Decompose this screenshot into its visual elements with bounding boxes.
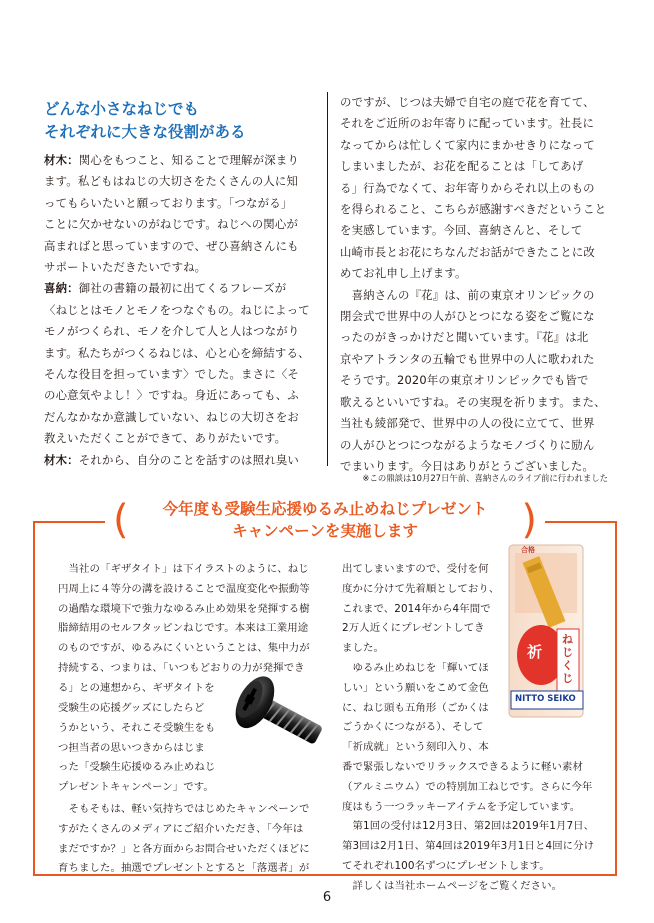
- screw-illustration: [222, 674, 332, 754]
- campaign-line: まだですか？」と各方面からお問合せいただくほどに: [58, 842, 310, 855]
- campaign-title-line-2: キャンペーンを実施します: [232, 522, 418, 540]
- section-heading: [44, 98, 246, 144]
- body-line: [44, 321, 310, 342]
- body-line: ったのがきっかけだと聞いています。『花』は北: [340, 330, 589, 345]
- campaign-title-line-1: 今年度も受験生応援ゆるみ止めねじプレゼント: [162, 500, 488, 518]
- body-line: のですが、じつは夫婦で自宅の庭で花を育てて、: [340, 95, 595, 109]
- line-text: ってもらいたいと願っております。「つながる」: [44, 195, 293, 210]
- body-line: [44, 343, 310, 364]
- campaign-line: る」との連想から、ギザタイトを: [58, 681, 215, 694]
- left-paren-decoration: (: [113, 497, 129, 543]
- body-line: 京やアトランタの五輪でも世界中の人に歌われた: [340, 351, 595, 366]
- campaign-line: 度かに分けて先着順としており、: [342, 582, 500, 595]
- campaign-line: 出てしまいますので、受付を何: [342, 563, 489, 575]
- campaign-line: 詳しくは当社ホームページをご覧ください。: [342, 879, 563, 892]
- campaign-line: 持続する、つまりは、「いつもどおりの力が発揮でき: [58, 661, 305, 674]
- campaign-line: った「受験生応援ゆるみ止めねじ: [58, 761, 216, 774]
- product-package-photo: [505, 543, 589, 721]
- body-line: [44, 278, 310, 299]
- campaign-line: これまで、2014年から4年間で: [342, 602, 491, 615]
- body-line: を得られること、こちらが感謝すべきだということ: [340, 202, 607, 217]
- campaign-line: プレゼントキャンペーン」です。: [58, 781, 214, 794]
- body-line: [44, 300, 310, 321]
- package-label: ねじくじ: [562, 633, 573, 685]
- body-line: 当社も綾部発で、世界中の人の役に立てて、世界: [340, 416, 595, 431]
- campaign-line: そもそもは、軽い気持ちではじめたキャンペーンで: [58, 803, 310, 815]
- campaign-line: うかという、それこそ受験生をも: [58, 721, 216, 734]
- campaign-line: 度はもう一つラッキーアイテムを予定しています。: [342, 800, 581, 813]
- campaign-left-text-middle: [58, 699, 215, 798]
- package-top-text: 合格: [521, 546, 535, 554]
- line-text: それから、自分のことを話すのは照れ臭い: [78, 452, 300, 467]
- body-line: [44, 385, 310, 406]
- heading-line-1: どんな小さなねじでも: [44, 100, 200, 118]
- left-column-body: [44, 150, 310, 471]
- campaign-line: 第3回は2月1日、第4回は2019年3月1日と4回に分け: [342, 840, 595, 853]
- body-line: 山崎市長とお花にちなんだお話ができたことに改: [340, 244, 595, 259]
- campaign-line: （アルミニウム）での特別加工ねじです。さらに今年: [342, 780, 593, 793]
- footnote: ※この鼎談は10月27日午前、喜納さんのライブ前に行われました: [362, 473, 608, 483]
- campaign-line: 円周上に４等分の溝を設けることで温度変化や振動等: [58, 582, 310, 595]
- line-text: モノがつくられ、モノを介して人と人はつながり: [44, 324, 300, 339]
- body-line: [44, 236, 310, 257]
- body-line: [44, 364, 310, 385]
- body-line: 喜納さんの『花』は、前の東京オリンピックの: [340, 287, 595, 302]
- campaign-line: 2万人近くにプレゼントしてき: [342, 622, 485, 635]
- body-line: [44, 214, 310, 235]
- campaign-line: 脂締結用のセルフタッピンねじです。本来は工業用途: [58, 622, 309, 635]
- right-paren-decoration: ): [521, 497, 537, 543]
- campaign-line: のものですが、ゆるみにくいということは、集中力が: [58, 642, 310, 655]
- campaign-right-text-top: [342, 560, 499, 758]
- column-divider: [327, 92, 328, 466]
- campaign-line: すがたくさんのメディアにご紹介いただき、「今年は: [58, 822, 304, 835]
- campaign-line: 受験生の応援グッズにしたらど: [58, 702, 205, 714]
- campaign-line: しい」という願いをこめて金色: [342, 681, 489, 694]
- heading-line-2: それぞれに大きな役割がある: [44, 123, 246, 141]
- package-charm-text: 祈: [527, 643, 543, 661]
- page-number: 6: [322, 890, 332, 905]
- campaign-line: ました。: [342, 642, 384, 655]
- body-line: [44, 193, 310, 214]
- campaign-line: 番で緊張しないでリラックスできるように軽い素材: [342, 761, 583, 773]
- campaign-title: [105, 498, 545, 542]
- line-text: 関心をもつこと、知ることで理解が深まり: [78, 153, 300, 167]
- body-line: [44, 407, 310, 428]
- line-text: だんなかなか意識していない、ねじの大切さをお: [44, 409, 299, 424]
- body-line: 閉会式で世界中の人がひとつになる姿をご覧にな: [340, 309, 595, 324]
- body-line: の人がひとつにつながるようなモノづくりに励ん: [340, 437, 595, 452]
- body-line: そうです。2020年の東京オリンピックでも皆で: [340, 373, 589, 388]
- speaker-name: 喜納：: [44, 281, 79, 296]
- campaign-left-text-bottom: [58, 800, 310, 879]
- body-line: なってからは忙しくて家内にまかせきりになって: [340, 137, 595, 152]
- body-line: る」行為でなくて、お年寄りからそれ以上のもの: [340, 180, 595, 195]
- campaign-line: てそれぞれ100名ずつにプレゼントします。: [342, 859, 550, 872]
- right-column-body: [340, 92, 606, 477]
- line-text: ます。私たちがつくるねじは、心と心を締結する、: [44, 345, 310, 360]
- line-text: ます。私どもはねじの大切さをたくさんの人に知: [44, 174, 299, 189]
- campaign-right-text-bottom: [342, 758, 594, 897]
- speaker-name: 材木：: [44, 452, 79, 467]
- campaign-line: の過酷な環境下で強力なゆるみ止め効果を発揮する樹: [58, 602, 310, 615]
- line-text: 教えいただくことができて、ありがたいです。: [44, 431, 287, 446]
- line-text: ことに欠かせないのがねじです。ねじへの関心が: [44, 217, 299, 232]
- line-text: の心意気やよし！〉ですね。身近にあっても、ふ: [44, 388, 299, 403]
- body-line: めてお礼申し上げます。: [340, 266, 467, 281]
- body-line: [44, 171, 310, 192]
- campaign-line: 第1回の受付は12月3日、第2回は2019年1月7日、: [342, 820, 595, 833]
- campaign-line: ごうかくにつながる）、そして: [342, 721, 484, 734]
- campaign-line: 当社の「ギザタイト」は下イラストのように、ねじ: [58, 563, 309, 575]
- line-text: サポートいただきたいですね。: [44, 260, 207, 275]
- campaign-line: に、ねじ頭も五角形（ごかくは: [342, 701, 489, 714]
- campaign-line: 育ちました。抽選でプレゼントとすると「落選者」が: [58, 862, 310, 875]
- body-line: 歌えるといいですね。その実現を祈ります。また、: [340, 394, 606, 409]
- body-line: [44, 257, 310, 278]
- body-line: しまいましたが、お花を配ることは「してあげ: [340, 159, 584, 174]
- package-brand: NITTO SEIKO: [515, 694, 576, 704]
- body-line: [44, 450, 310, 471]
- body-line: を実感しています。今回、喜納さんと、そして: [340, 223, 583, 238]
- campaign-line: つ担当者の思いつきからはじま: [58, 741, 205, 754]
- line-text: 高まればと思っていますので、ぜひ喜納さんにも: [44, 238, 299, 253]
- line-text: 〈ねじとはモノとモノをつなぐもの。ねじによって: [44, 302, 310, 317]
- campaign-line: ゆるみ止めねじを「輝いてほ: [342, 661, 489, 674]
- body-line: [44, 150, 310, 171]
- body-line: [44, 428, 310, 449]
- campaign-line: 「祈成就」という刻印入り、本: [342, 741, 489, 754]
- body-line: でまいります。今日はありがとうございました。: [340, 458, 595, 473]
- body-line: それをご近所のお年寄りに配っています。社長に: [340, 116, 595, 131]
- line-text: そんな役目を担っています〉でした。まさに〈そ: [44, 367, 299, 382]
- line-text: 御社の書籍の最初に出てくるフレーズが: [78, 281, 287, 296]
- speaker-name: 材木：: [44, 153, 79, 167]
